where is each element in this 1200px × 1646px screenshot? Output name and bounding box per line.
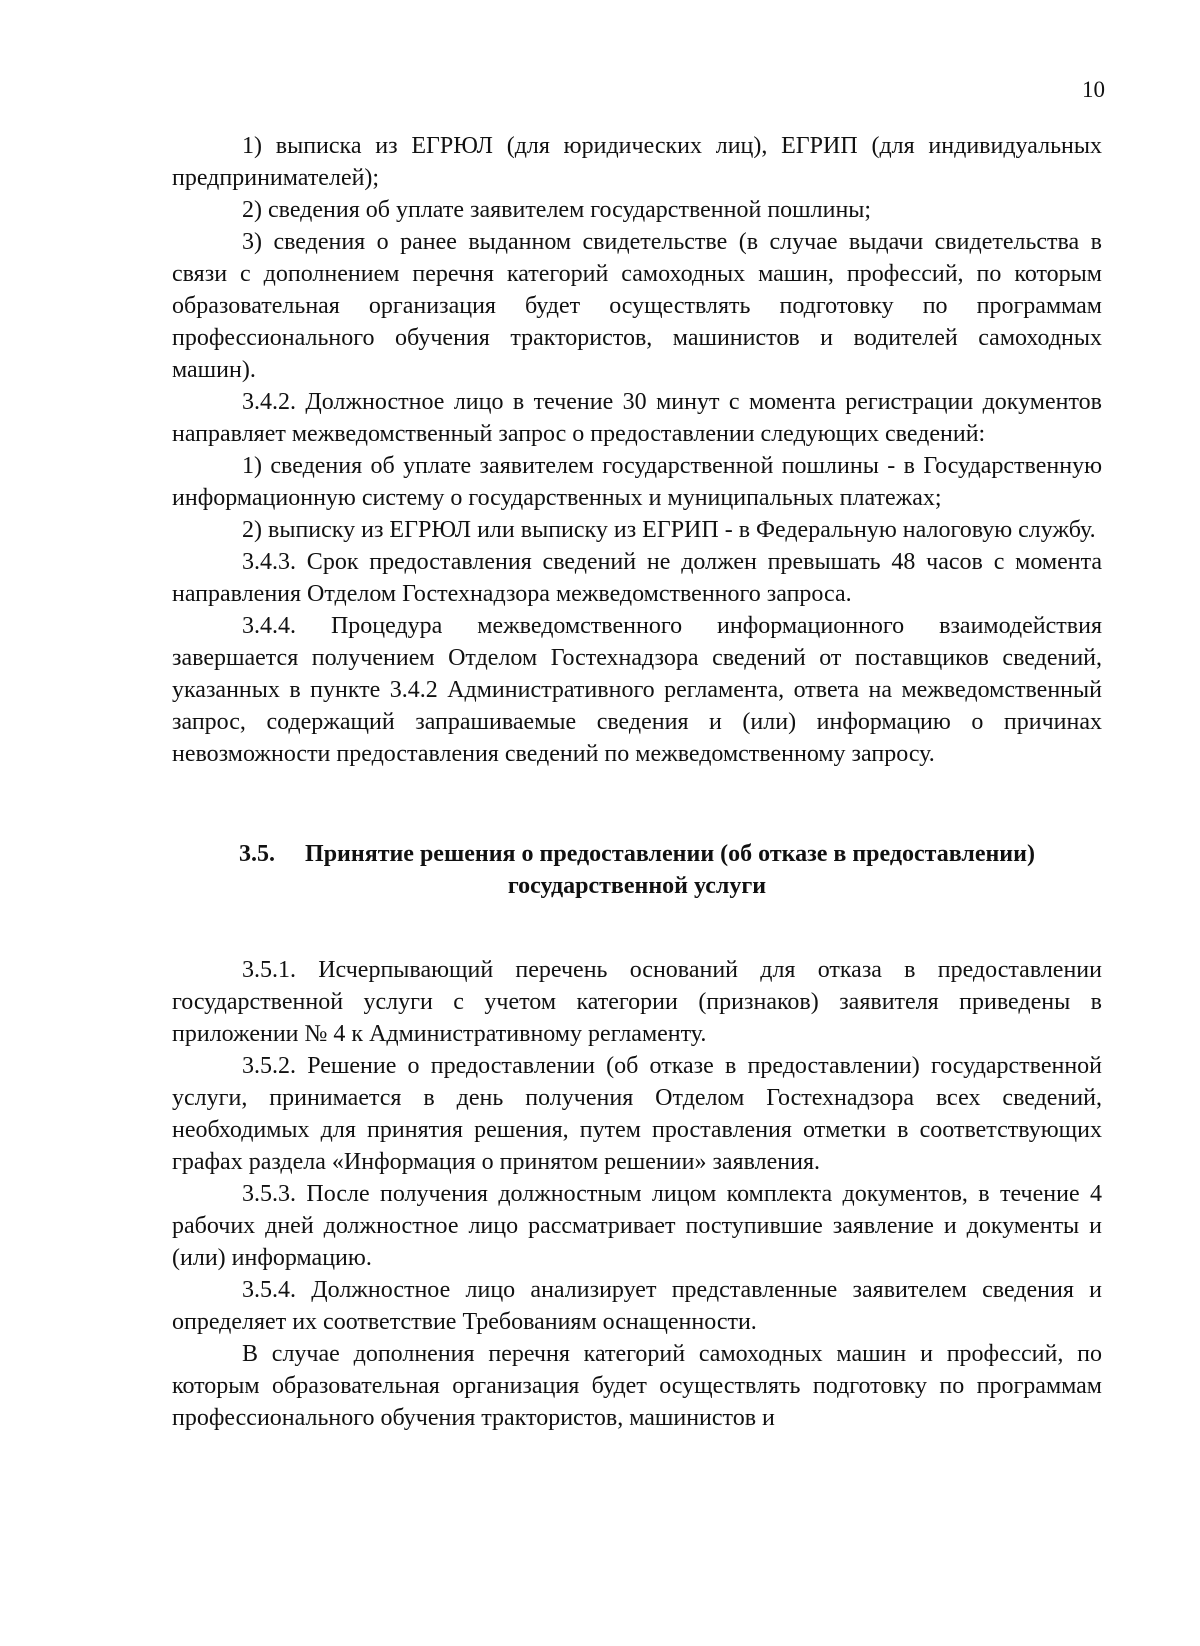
paragraph: 2) сведения об уплате заявителем государственной пошлины; [242, 197, 872, 223]
paragraph: 3) сведения о ранее выданном свидетельстве (в случае выдачи свидетельства в связи с дополнением перечня категорий самоходных машин, профессий, по которым образовательная организация будет осуществлять подготовку по программам профессионального обучения трактористов, машинистов и водителей самоходных машин). [172, 229, 1102, 383]
section-number: 3.5. [239, 841, 276, 867]
paragraph: В случае дополнения перечня категорий самоходных машин и профессий, по которым образовательная организация будет осуществлять подготовку по программам профессионального обучения трактористов, машинистов и [172, 1341, 1102, 1431]
paragraph: 3.5.2. Решение о предоставлении (об отказе в предоставлении) государственной услуги, принимается в день получения Отделом Гостехнадзора всех сведений, необходимых для принятия решения, путем проставления отметки в соответствующих графах раздела «Информация о принятом решении» заявления. [172, 1053, 1102, 1175]
paragraph: 1) выписка из ЕГРЮЛ (для юридических лиц), ЕГРИП (для индивидуальных предпринимателей); [172, 133, 1102, 191]
section-heading [172, 838, 1102, 902]
document-body [172, 130, 1102, 1434]
paragraph: 2) выписку из ЕГРЮЛ или выписку из ЕГРИП - в Федеральную налоговую службу. [242, 517, 1096, 543]
section-3-4-continuation [172, 130, 1102, 770]
paragraph: 3.4.4. Процедура межведомственного информационного взаимодействия завершается получением Отделом Гостехнадзора сведений от поставщиков сведений, указанных в пункте 3.4.2 Административного регламента, ответа на межведомственный запрос, содержащий запрашиваемые сведения и (или) информацию о причинах невозможности предоставления сведений по межведомственному запросу. [172, 613, 1102, 767]
paragraph: 3.4.3. Срок предоставления сведений не должен превышать 48 часов с момента направления Отделом Гостехнадзора межведомственного запроса. [172, 549, 1102, 607]
paragraph: 3.5.1. Исчерпывающий перечень оснований для отказа в предоставлении государственной услуги с учетом категории (признаков) заявителя приведены в приложении № 4 к Административному регламенту. [172, 957, 1102, 1047]
paragraph: 1) сведения об уплате заявителем государственной пошлины - в Государственную информационную систему о государственных и муниципальных платежах; [172, 453, 1102, 511]
paragraph: 3.4.2. Должностное лицо в течение 30 минут с момента регистрации документов направляет межведомственный запрос о предоставлении следующих сведений: [172, 389, 1102, 447]
section-title-line1: Принятие решения о предоставлении (об отказе в предоставлении) [305, 841, 1035, 867]
section-3-5-body [172, 954, 1102, 1434]
section-title-line2: государственной услуги [507, 873, 767, 899]
page-number: 10 [1082, 77, 1105, 102]
paragraph: 3.5.3. После получения должностным лицом комплекта документов, в течение 4 рабочих дней должностное лицо рассматривает поступившие заявление и документы и (или) информацию. [172, 1181, 1102, 1271]
paragraph: 3.5.4. Должностное лицо анализирует представленные заявителем сведения и определяет их соответствие Требованиям оснащенности. [172, 1277, 1102, 1335]
